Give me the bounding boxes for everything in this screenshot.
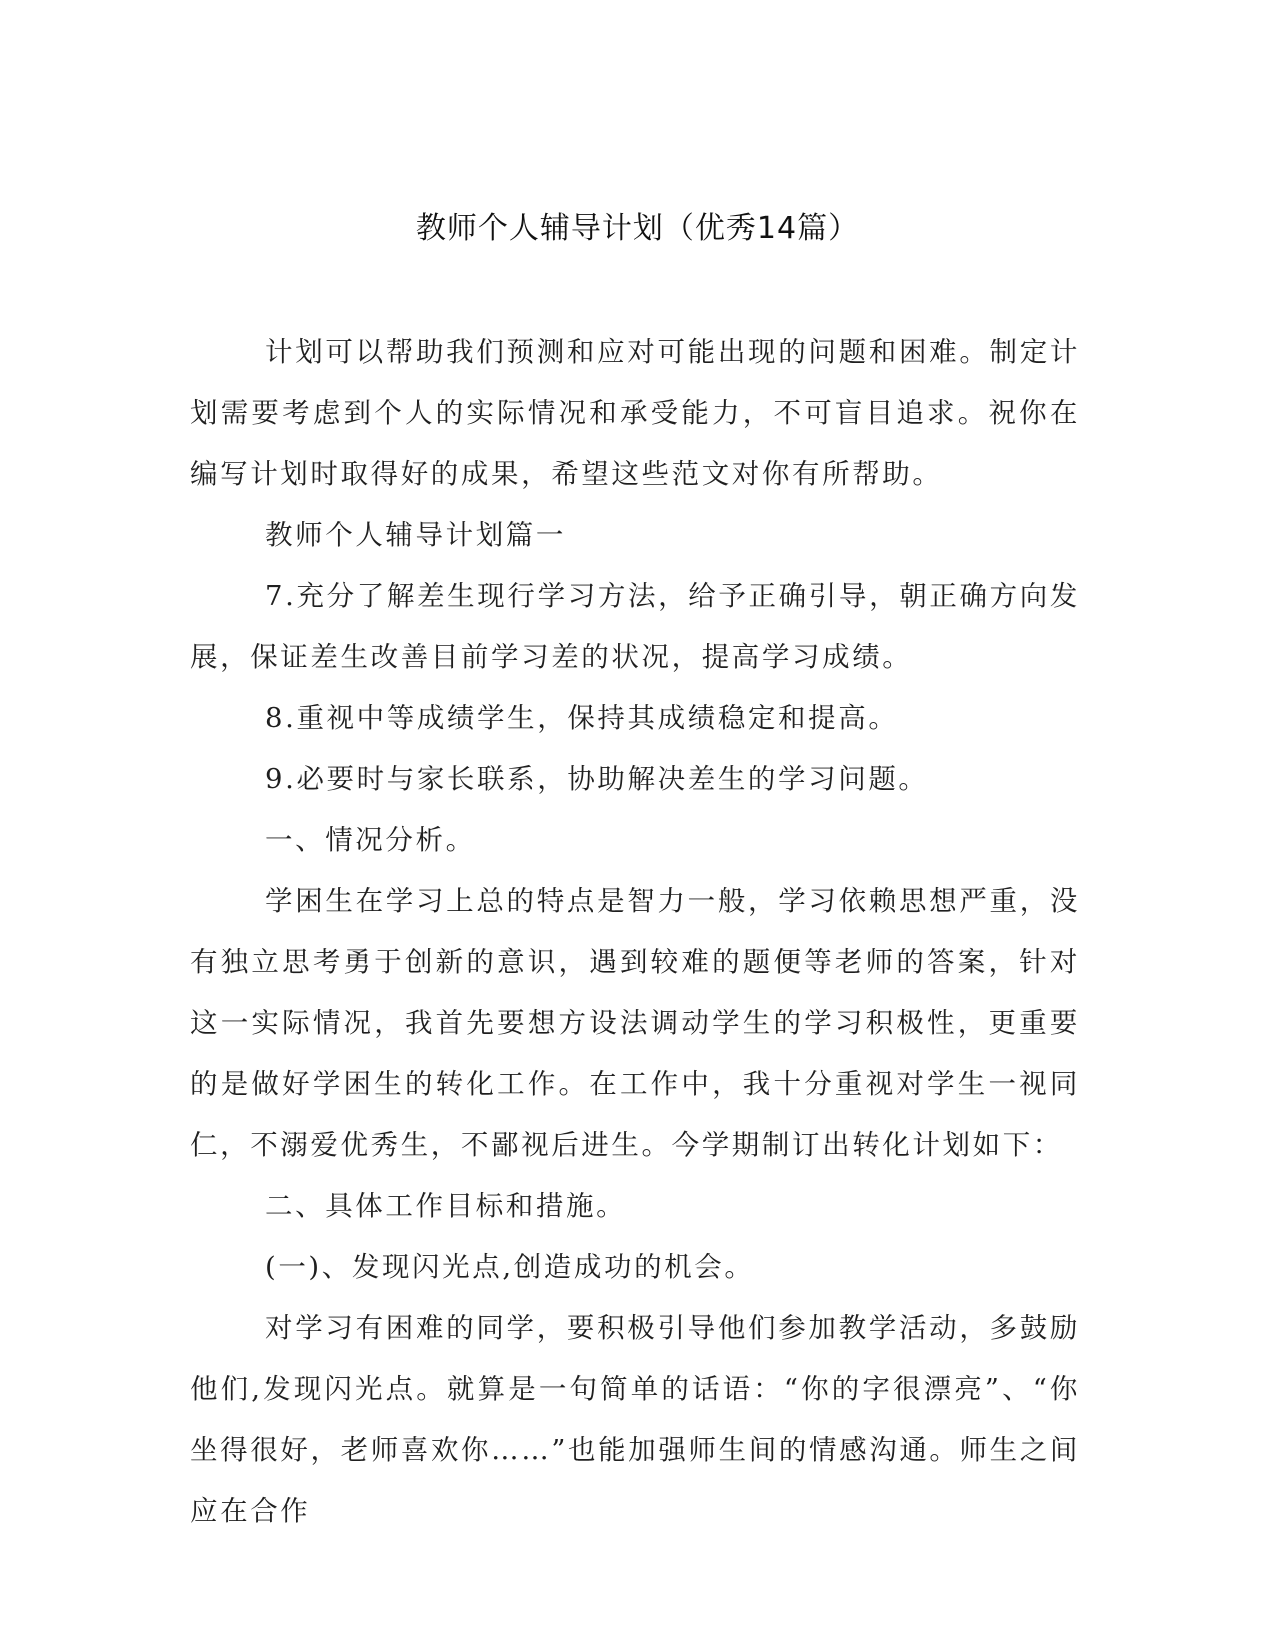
section-heading: 一、情况分析。 (265, 824, 476, 856)
list-item: 7.充分了解差生现行学习方法，给予正确引导，朝正确方向发展，保证差生改善目前学习差的状况，提高学习成绩。 (190, 580, 1080, 673)
list-item: 9.必要时与家长联系，协助解决差生的学习问题。 (265, 763, 929, 795)
intro-paragraph: 计划可以帮助我们预测和应对可能出现的问题和困难。制定计划需要考虑到个人的实际情况和承受能力，不可盲目追求。祝你在编写计划时取得好的成果，希望这些范文对你有所帮助。 (190, 336, 1080, 490)
section-heading: 教师个人辅导计划篇一 (265, 519, 566, 551)
subsection-heading: (一)、发现闪光点,创造成功的机会。 (265, 1251, 755, 1283)
document-body (190, 322, 1080, 1542)
list-item: 8.重视中等成绩学生，保持其成绩稳定和提高。 (265, 702, 899, 734)
body-paragraph: 学困生在学习上总的特点是智力一般，学习依赖思想严重，没有独立思考勇于创新的意识，遇到较难的题便等老师的答案，针对这一实际情况，我首先要想方设法调动学生的学习积极性，更重要的是做好学困生的转化工作。在工作中，我十分重视对学生一视同仁，不溺爱优秀生，不鄙视后进生。今学期制订出转化计划如下： (190, 885, 1080, 1161)
document-title: 教师个人辅导计划（优秀14篇） (415, 211, 860, 246)
section-heading: 二、具体工作目标和措施。 (265, 1190, 627, 1222)
body-paragraph: 对学习有困难的同学，要积极引导他们参加教学活动，多鼓励他们,发现闪光点。就算是一句简单的话语：“你的字很漂亮”、“你坐得很好，老师喜欢你……”也能加强师生间的情感沟通。师生之间应在合作 (190, 1312, 1080, 1527)
